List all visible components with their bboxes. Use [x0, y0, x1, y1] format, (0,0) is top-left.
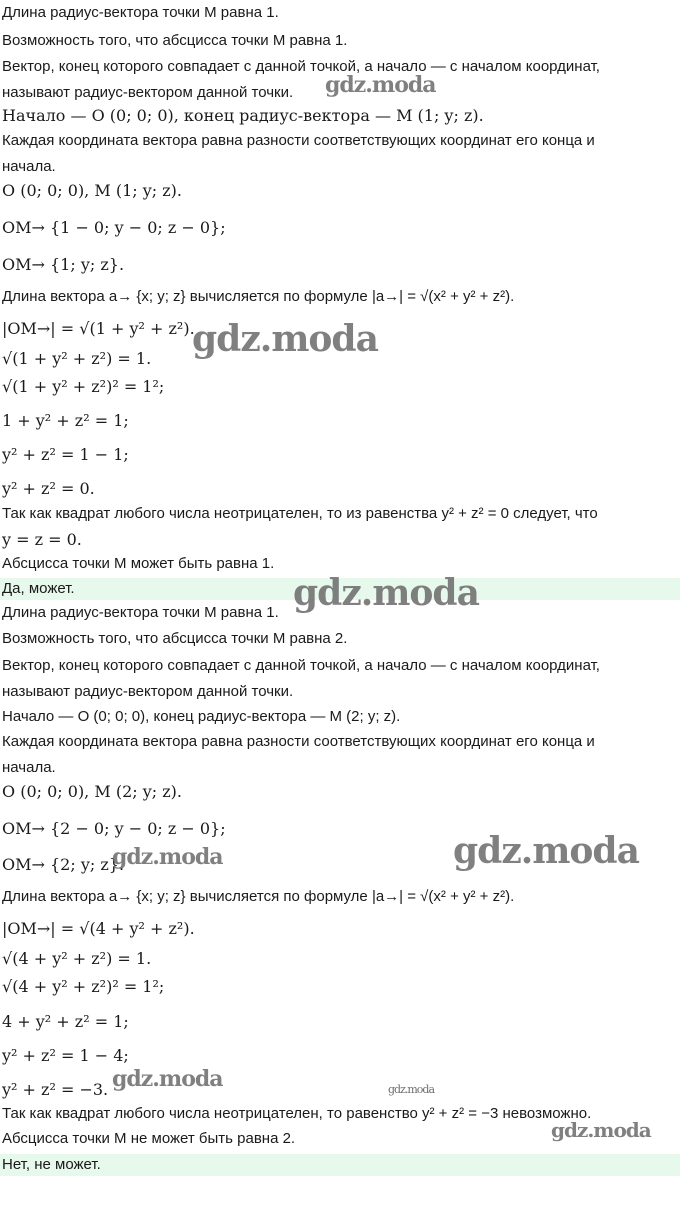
text-line: Каждая координата вектора равна разности соответствующих координат его конца и	[2, 733, 595, 750]
text-line: Длина вектора a→ {x; y; z} вычисляется по формуле |a→| = √(x² + y² + z²).	[2, 288, 515, 305]
text-line: y² + z² = 1 − 4;	[2, 1046, 129, 1065]
text-line: O (0; 0; 0), M (2; y; z).	[2, 782, 182, 801]
text-line: y = z = 0.	[2, 530, 82, 549]
text-line: √(4 + y² + z²)² = 1²;	[2, 977, 165, 996]
watermark: gdz.moda	[551, 1118, 651, 1142]
answer-line: Да, может.	[0, 578, 680, 600]
watermark: gdz.moda	[388, 1083, 435, 1096]
text-line: √(4 + y² + z²) = 1.	[2, 949, 152, 968]
text-line: y² + z² = 0.	[2, 479, 95, 498]
watermark: gdz.moda	[325, 72, 436, 98]
text-line: начала.	[2, 759, 56, 776]
text-line: y² + z² = −3.	[2, 1080, 109, 1099]
text-line: OM→ {1 − 0; y − 0; z − 0};	[2, 218, 226, 237]
text-line: O (0; 0; 0), M (1; y; z).	[2, 181, 182, 200]
text-line: 4 + y² + z² = 1;	[2, 1012, 129, 1031]
watermark: gdz.moda	[112, 844, 223, 870]
text-line: Длина вектора a→ {x; y; z} вычисляется по формуле |a→| = √(x² + y² + z²).	[2, 888, 515, 905]
text-line: Возможность того, что абсцисса точки M равна 2.	[2, 630, 348, 647]
watermark: gdz.moda	[293, 572, 479, 614]
text-line: y² + z² = 1 − 1;	[2, 445, 129, 464]
text-line: Так как квадрат любого числа неотрицателен, то из равенства y² + z² = 0 следует, что	[2, 505, 598, 522]
text-line: Начало — O (0; 0; 0), конец радиус-вектора — M (1; y; z).	[2, 106, 484, 125]
text-line: OM→ {1; y; z}.	[2, 255, 125, 274]
text-line: Вектор, конец которого совпадает с данной точкой, а начало — с началом координат,	[2, 58, 600, 75]
text-line: называют радиус-вектором данной точки.	[2, 683, 294, 700]
answer-line: Нет, не может.	[0, 1154, 680, 1176]
text-line: Начало — O (0; 0; 0), конец радиус-вектора — M (2; y; z).	[2, 708, 401, 725]
watermark: gdz.moda	[192, 318, 378, 360]
watermark: gdz.moda	[453, 830, 639, 872]
text-line: 1 + y² + z² = 1;	[2, 411, 129, 430]
text-line: √(1 + y² + z²) = 1.	[2, 349, 152, 368]
text-line: OM→ {2; y; z}.	[2, 855, 125, 874]
text-line: называют радиус-вектором данной точки.	[2, 84, 294, 101]
text-line: начала.	[2, 158, 56, 175]
text-line: |OM→| = √(4 + y² + z²).	[2, 919, 195, 938]
text-line: OM→ {2 − 0; y − 0; z − 0};	[2, 819, 226, 838]
text-line: Возможность того, что абсцисса точки M равна 1.	[2, 32, 348, 49]
text-line: |OM→| = √(1 + y² + z²).	[2, 319, 195, 338]
text-line: Длина радиус-вектора точки M равна 1.	[2, 4, 279, 21]
text-line: Абсцисса точки M не может быть равна 2.	[2, 1130, 296, 1147]
text-line: Абсцисса точки M может быть равна 1.	[2, 555, 275, 572]
text-line: √(1 + y² + z²)² = 1²;	[2, 377, 165, 396]
text-line: Так как квадрат любого числа неотрицателен, то равенство y² + z² = −3 невозможно.	[2, 1105, 592, 1122]
text-line: Вектор, конец которого совпадает с данной точкой, а начало — с началом координат,	[2, 657, 600, 674]
watermark: gdz.moda	[112, 1066, 223, 1092]
text-line: Каждая координата вектора равна разности соответствующих координат его конца и	[2, 132, 595, 149]
text-line: Длина радиус-вектора точки M равна 1.	[2, 604, 279, 621]
